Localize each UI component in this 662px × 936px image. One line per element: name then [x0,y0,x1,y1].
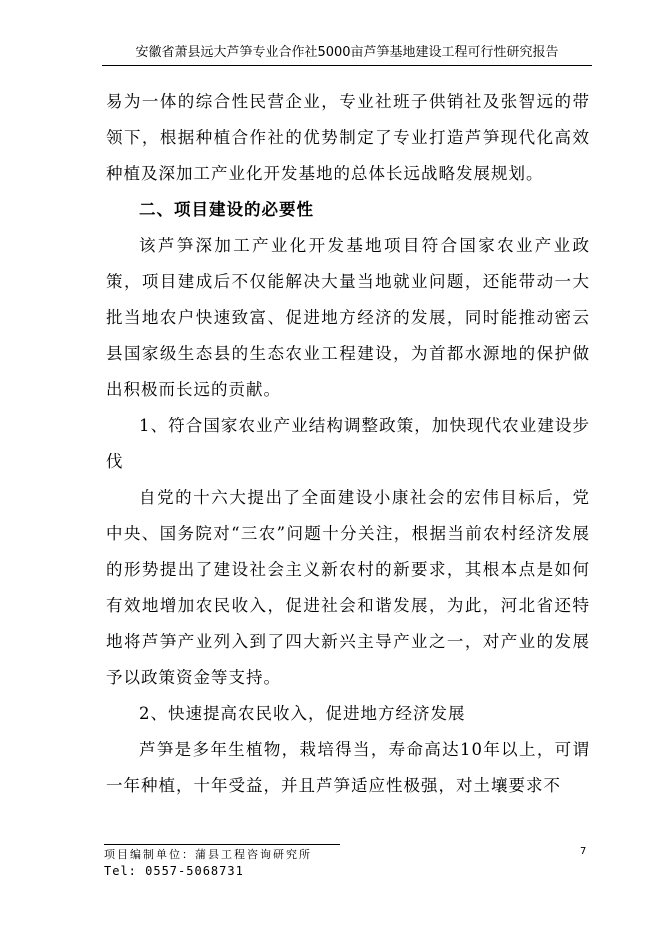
footer-divider [104,844,340,845]
paragraph-policy: 自党的十六大提出了全面建设小康社会的宏伟目标后，党中央、国务院对“三农”问题十分关注，根据当前农村经济发展的形势提出了建设社会主义新农村的新要求，其根本点是如何有效地增加农民收入，促进社会和谐发展，为此，河北省还特地将芦笋产业列入到了四大新兴主导产业之一，对产业的发展予以政策资金等支持。 [106,488,590,687]
page-header: 安徽省萧县远大芦笋专业合作社5000亩芦笋基地建设工程可行性研究报告 [135,45,559,60]
paragraph-income: 芦笋是多年生植物，栽培得当，寿命高达10年以上，可谓一年种植，十年受益，并且芦笋适应性极强，对土壤要求不 [106,740,590,795]
subheading-2: 2、快速提高农民收入，促进地方经济发展 [139,704,466,723]
footer-organization: 项目编制单位：蒲县工程咨询研究所 [104,848,312,861]
paragraph-necessity: 该芦笋深加工产业化开发基地项目符合国家农业产业政策，项目建成后不仅能解决大量当地就业问题，还能带动一大批当地农户快速致富、促进地方经济的发展，同时能推动密云县国家级生态县的生态农业工程建设，为首都水源地的保护做出积极而长远的贡献。 [106,236,590,399]
page-number: 7 [580,846,587,857]
subheading-1: 1、符合国家农业产业结构调整政策，加快现代农业建设步伐 [106,416,590,471]
footer-telephone: Tel: 0557-5068731 [104,864,244,878]
document-body [106,84,590,804]
section-heading: 二、项目建设的必要性 [139,200,314,219]
header-divider [102,65,592,66]
paragraph-intro: 易为一体的综合性民营企业，专业社班子供销社及张智远的带领下，根据种植合作社的优势制定了专业打造芦笋现代化高效种植及深加工产业化开发基地的总体长远战略发展规划。 [106,92,590,183]
